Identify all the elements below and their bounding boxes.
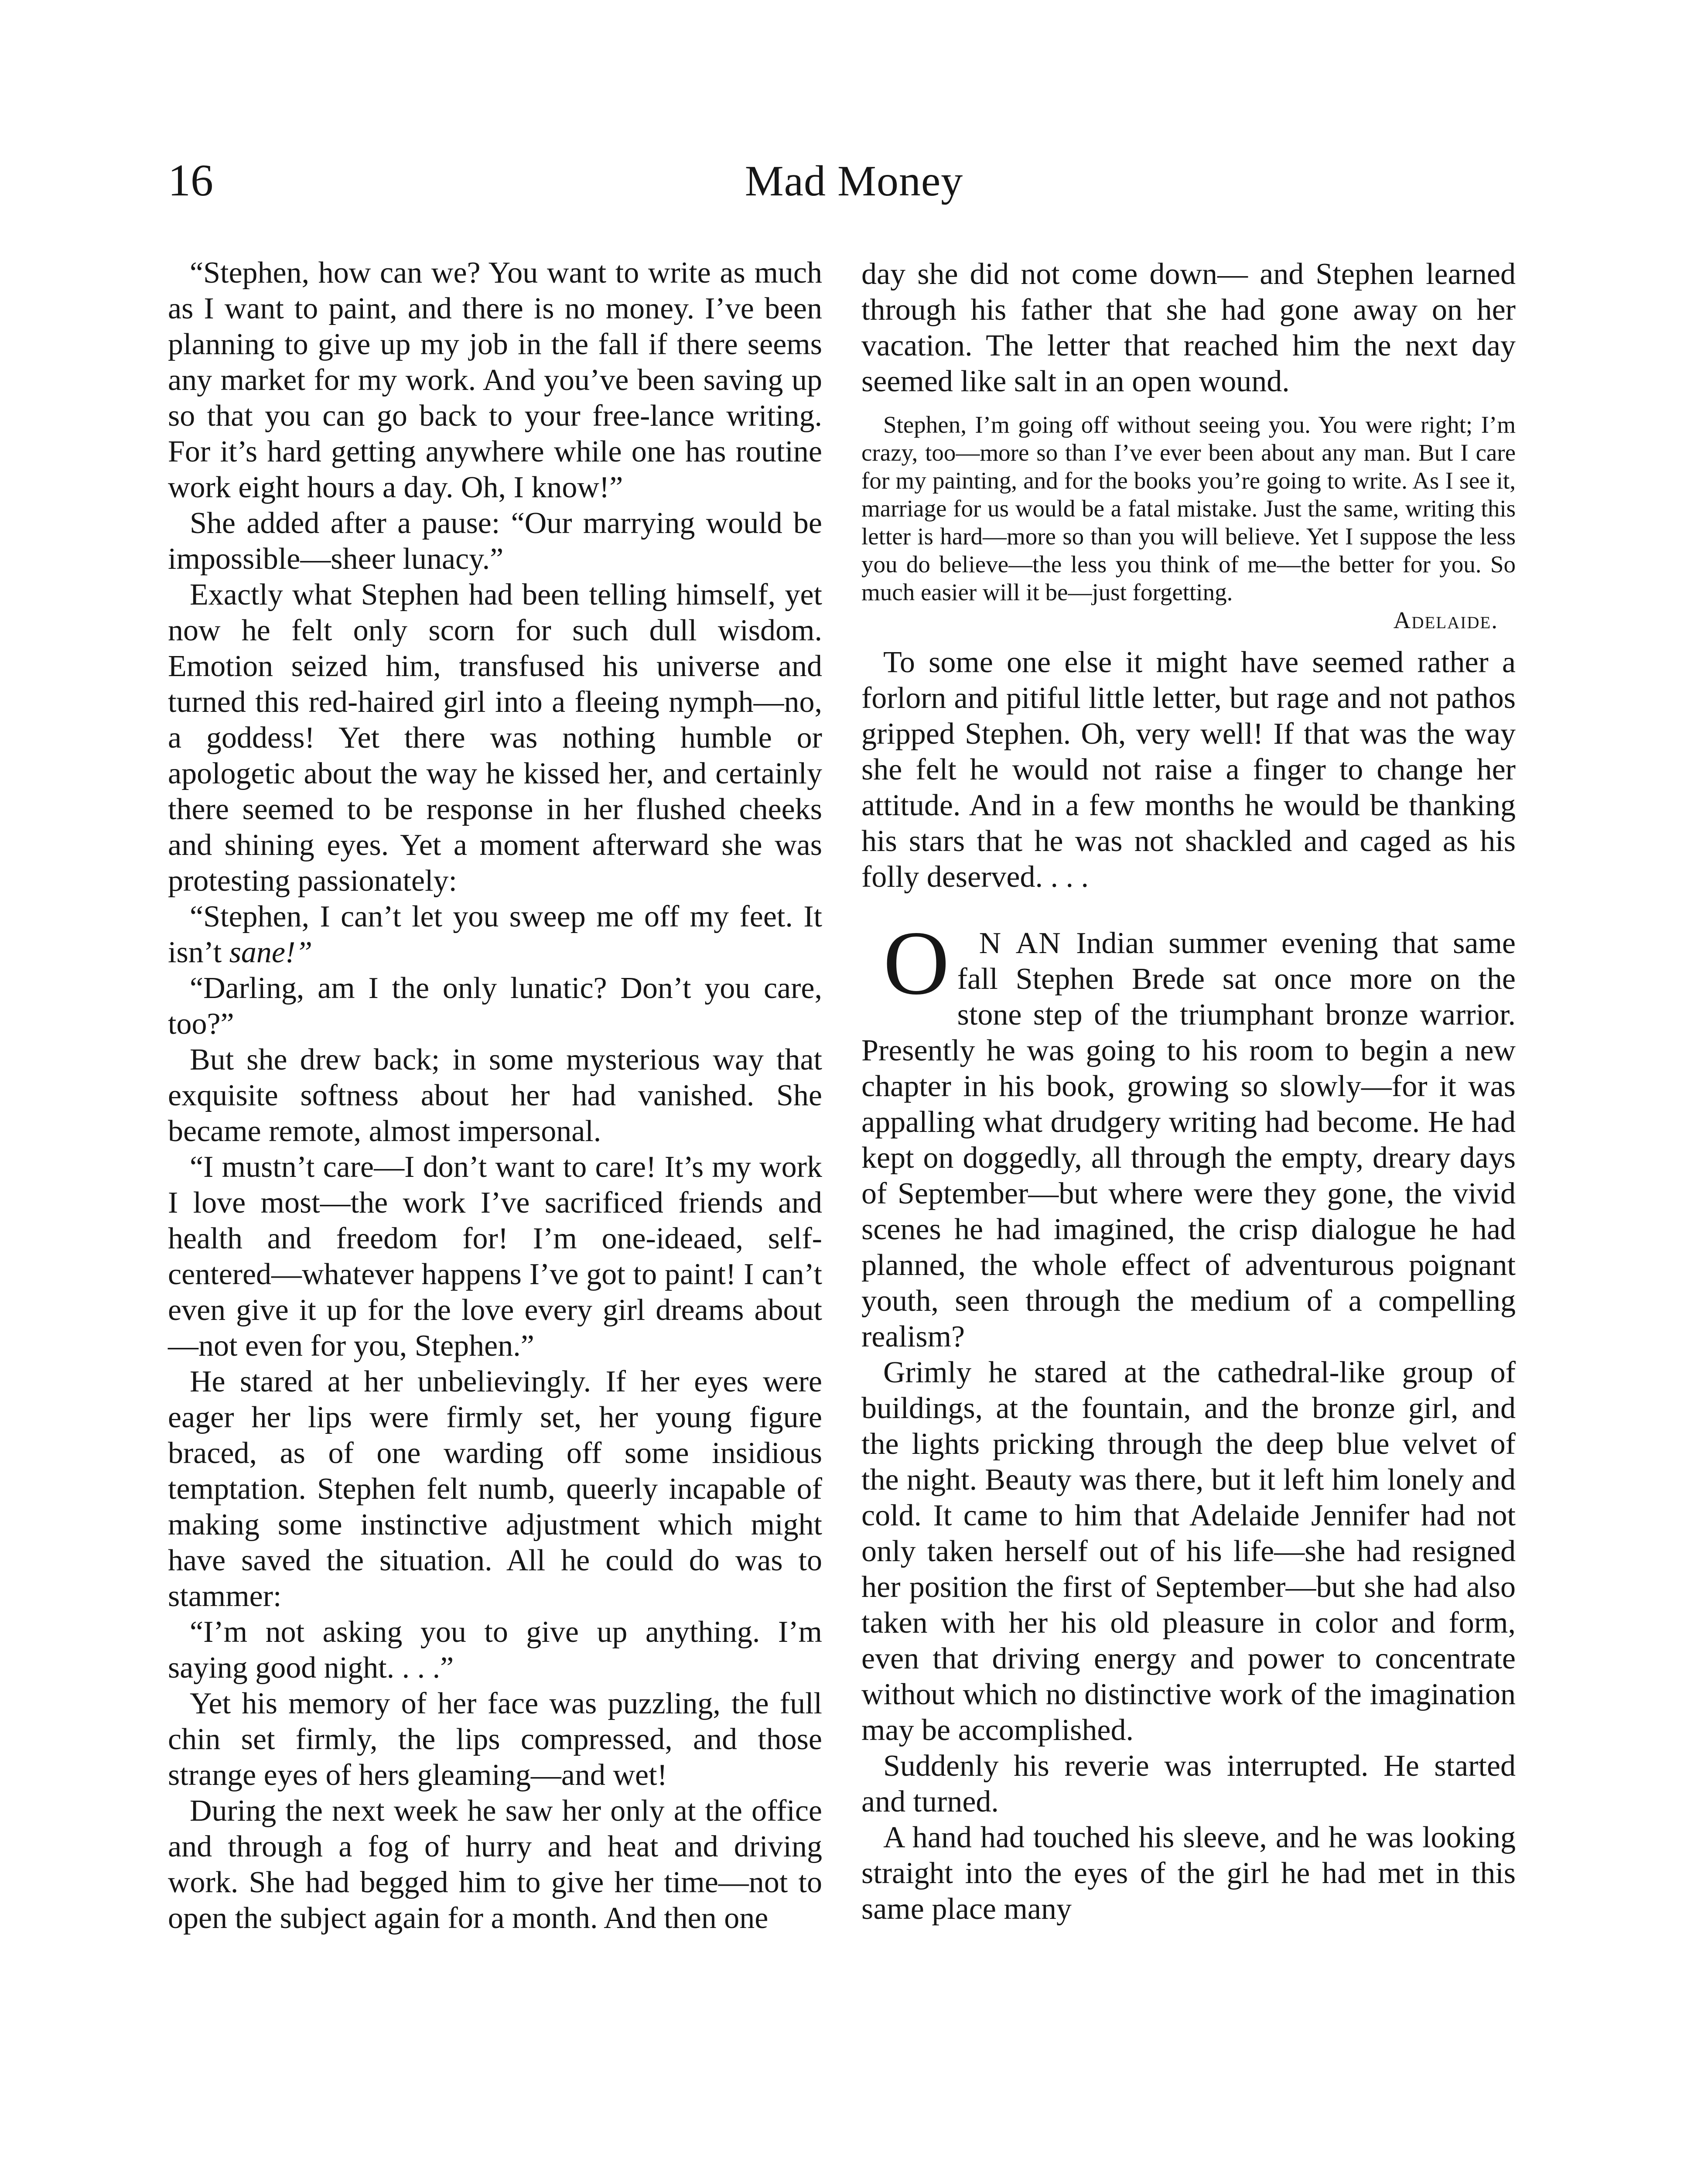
- paragraph: A hand had touched his sleeve, and he was looking straight into the eyes of the girl he had met in this same place many: [861, 1821, 1516, 1926]
- paragraph: But she drew back; in some mysterious way that exquisite softness about her had vanished. She became remote, almost impersonal.: [168, 1043, 822, 1148]
- paragraph: During the next week he saw her only at the office and through a fog of hurry and heat and driving work. She had begged him to give her time—not to open the subject again for a month. And then one: [168, 1794, 822, 1935]
- page-number: 16: [168, 155, 213, 205]
- drop-cap: O: [883, 913, 950, 1014]
- paragraph-text: “Stephen, I can’t let you sweep me off my feet. It isn’t: [168, 900, 822, 969]
- paragraph: Suddenly his reverie was interrupted. He started and turned.: [861, 1749, 1516, 1819]
- paragraph: “Stephen, how can we? You want to write as much as I want to paint, and there is no money. I’ve been planning to give up my job in the fall if there seems any market for my work. And you’ve been saving up so that you can go back to your free-lance writing. For it’s hard getting anywhere while one has routine work eight hours a day. Oh, I know!”: [168, 256, 822, 504]
- running-head: Mad Money: [745, 157, 963, 205]
- right-column: [861, 256, 1516, 1927]
- letter-block: [861, 411, 1516, 634]
- paragraph: He stared at her unbelievingly. If her eyes were eager her lips were firmly set, her young figure braced, as of one warding off some insidious temptation. Stephen felt numb, queerly incapable of making some instinctive adjustment which might have saved the situation. All he could do was to stammer:: [168, 1365, 822, 1613]
- letter-body: Stephen, I’m going off without seeing you. You were right; I’m crazy, too—more so than I’ve ever been about any man. But I care for my painting, and for the books you’re going to write. As I see it, marriage for us would be a fatal mistake. Just the same, writing this letter is hard—more so than you will believe. Yet I suppose the less you do believe—the less you think of me—the better for you. So much easier will it be—just forgetting.: [861, 411, 1516, 605]
- paragraph: Grimly he stared at the cathedral-like group of buildings, at the fountain, and the bronze girl, and the lights pricking through the deep blue velvet of the night. Beauty was there, but it left him lonely and cold. It came to him that Adelaide Jennifer had not only taken herself out of his life—she had resigned her position the first of September—but she had also taken with her his old pleasure in color and form, even that driving energy and power to concentrate without which no distinctive work of the imagination may be accomplished.: [861, 1356, 1516, 1747]
- paragraph: “I mustn’t care—I don’t want to care! It’s my work I love most—the work I’ve sacrificed friends and health and freedom for! I’m one-ideaed, self-centered—whatever happens I’ve got to paint! I can’t even give it up for the love every girl dreams about—not even for you, Stephen.”: [168, 1150, 822, 1363]
- lead-in: N AN: [979, 926, 1062, 960]
- paragraph: “Darling, am I the only lunatic? Don’t you care, too?”: [168, 971, 822, 1041]
- paragraph: Exactly what Stephen had been telling himself, yet now he felt only scorn for such dull wisdom. Emotion seized him, transfused his universe and turned this red-haired girl into a fleeing nymph—no, a goddess! Yet there was nothing humble or apologetic about the way he kissed her, and certainly there seemed to be response in her flushed cheeks and shining eyes. Yet a moment afterward she was protesting passionately:: [168, 578, 822, 898]
- paragraph: To some one else it might have seemed rather a forlorn and pitiful little letter, but rage and not pathos gripped Stephen. Oh, very well! If that was the way she felt he would not raise a finger to change her attitude. And in a few months he would be thanking his stars that he was not shackled and caged as his folly deserved. . . .: [861, 646, 1516, 894]
- section-break: [861, 895, 1516, 926]
- left-column: [168, 255, 822, 1936]
- section-opening-paragraph: [861, 913, 1516, 1355]
- paragraph-text: Indian summer evening that same fall Stephen Brede sat once more on the stone step of the triumphant bronze warrior. Presently he was going to his room to begin a new chapter in his book, growing so slowly—for it was appalling what drudgery writing had become. He had kept on doggedly, all through the empty, dreary days of September—but where were they gone, the vivid scenes he had imagined, the crisp dialogue he had planned, the whole effect of adventurous poignant youth, seen through the medium of a compelling realism?: [861, 926, 1516, 1354]
- paragraph: “I’m not asking you to give up anything. I’m saying good night. . . .”: [168, 1615, 822, 1685]
- emphasis-text: sane!”: [229, 936, 313, 969]
- paragraph: She added after a pause: “Our marrying would be impossible—sheer lunacy.”: [168, 506, 822, 576]
- paragraph: [168, 899, 822, 971]
- paragraph: Yet his memory of her face was puzzling, the full chin set firmly, the lips compressed, and those strange eyes of hers gleaming—and wet!: [168, 1687, 822, 1792]
- letter-signature: Adelaide.: [1393, 607, 1498, 633]
- paragraph: day she did not come down— and Stephen learned through his father that she had gone away on her vacation. The letter that reached him the next day seemed like salt in an open wound.: [861, 257, 1516, 398]
